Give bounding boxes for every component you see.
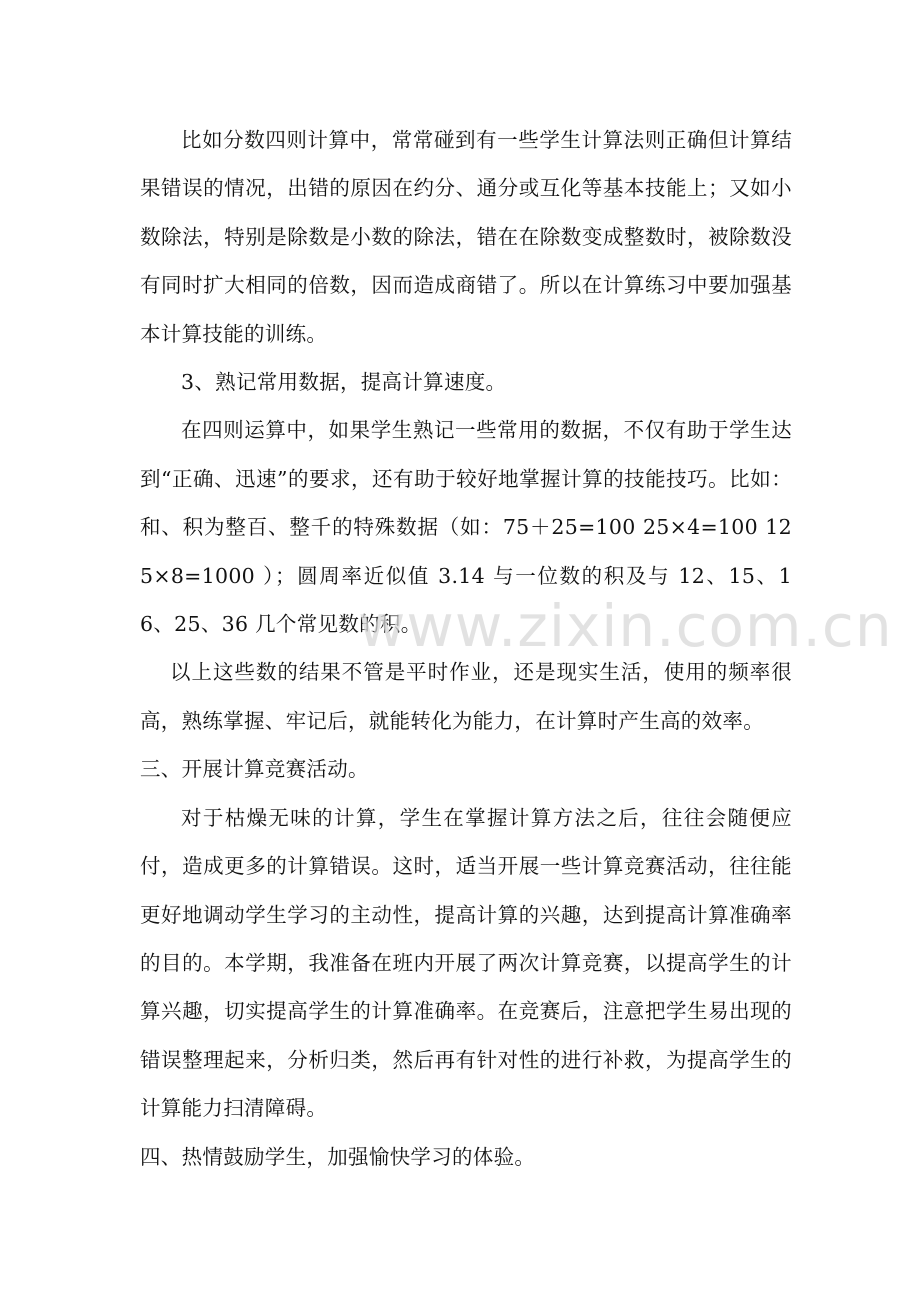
watermark-text: www.zixin.com.cn <box>358 592 893 660</box>
paragraph-fraction-calculation: 比如分数四则计算中，常常碰到有一些学生计算法则正确但计算结果错误的情况，出错的原因在约分、通分或互化等基本技能上；又如小数除法，特别是除数是小数的除法，错在在除数变成整数时，被除数没有同时扩大相同的倍数，因而造成商错了。所以在计算练习中要加强基本计算技能的训练。 <box>140 128 792 346</box>
section-heading-competition: 三、开展计算竞赛活动。 <box>140 757 369 782</box>
document-body <box>140 116 792 1181</box>
paragraph-common-data: 在四则运算中，如果学生熟记一些常用的数据，不仅有助于学生达到“正确、迅速”的要求，还有助于较好地掌握计算的技能技巧。比如：和、积为整百、整千的特殊数据（如：75＋25=100 25×4=100 125×8=1000 ）；圆周率近似值 3.14 与一位数的积及与 12、15、16、25、36 几个常见数的积。 <box>140 418 792 637</box>
section-heading-encouragement: 四、热情鼓励学生，加强愉快学习的体验。 <box>140 1144 536 1169</box>
paragraph-frequency: 以上这些数的结果不管是平时作业，还是现实生活，使用的频率很高，熟练掌握、牢记后，就能转化为能力，在计算时产生高的效率。 <box>140 660 792 733</box>
paragraph-competition: 对于枯燥无味的计算，学生在掌握计算方法之后，往往会随便应付，造成更多的计算错误。这时，适当开展一些计算竞赛活动，往往能更好地调动学生学习的主动性，提高计算的兴趣，达到提高计算准确率的目的。本学期，我准备在班内开展了两次计算竞赛，以提高学生的计算兴趣，切实提高学生的计算准确率。在竞赛后，注意把学生易出现的错误整理起来，分析归类，然后再有针对性的进行补救，为提高学生的计算能力扫清障碍。 <box>140 805 792 1121</box>
paragraph-heading-memorize-data: 3、熟记常用数据，提高计算速度。 <box>181 370 507 395</box>
